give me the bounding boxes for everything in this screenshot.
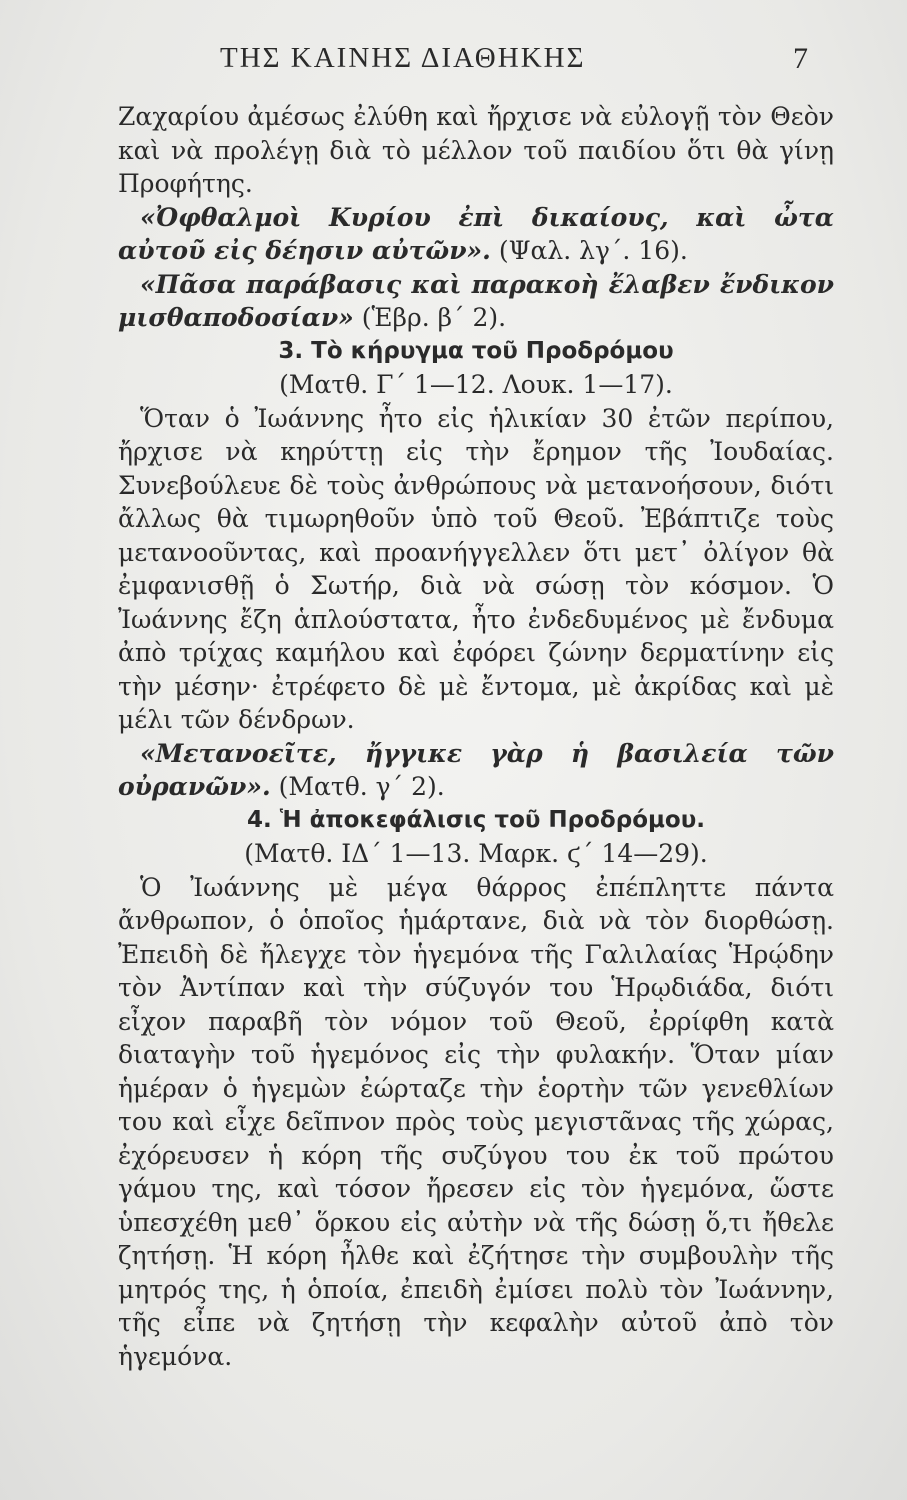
section-reference-4: (Ματθ. ΙΔ΄ 1—13. Μαρκ. ϛ΄ 14—29).: [244, 839, 708, 868]
quote-psalm: [118, 201, 834, 268]
quote-reference: (Ματθ. γ΄ 2).: [278, 772, 445, 801]
section-reference-3: (Ματθ. Γ΄ 1—12. Λουκ. 1—17).: [279, 370, 673, 399]
quote-text: «Πᾶσα παράβασις καὶ παρακοὴ ἔλαβεν ἔνδικον μισθαποδοσίαν»: [118, 269, 834, 332]
quote-text: «Ὀφθαλμοὶ Κυρίου ἐπὶ δικαίους, καὶ ὦτα αὐτοῦ εἰς δέησιν αὐτῶν».: [118, 202, 834, 265]
page-number: 7: [793, 42, 808, 75]
quote-hebrews: [118, 268, 834, 335]
quote-repent: [118, 737, 834, 804]
section-title-4: 4. Ἡ ἀποκεφάλισις τοῦ Προδρόμου.: [247, 806, 705, 833]
body-text: [118, 100, 834, 1373]
page-header: [0, 42, 907, 92]
paragraph-preaching: Ὅταν ὁ Ἰωάννης ἦτο εἰς ἡλικίαν 30 ἐτῶν περίπου, ἤρχισε νὰ κηρύττῃ εἰς τὴν ἔρημον τῆς Ἰουδαίας. Συνεβούλευε δὲ τοὺς ἀνθρώπους νὰ μετανοήσουν, διότι ἄλλως θὰ τιμωρηθοῦν ὑπὸ τοῦ Θεοῦ. Ἐβάπτιζε τοὺς μετανοοῦντας, καὶ προανήγγελλεν ὅτι μετ᾽ ὀλίγον θὰ ἐμφανισθῇ ὁ Σωτήρ, διὰ νὰ σώσῃ τὸν κόσμον. Ὁ Ἰωάννης ἔζη ἁπλούστατα, ἦτο ἐνδεδυμένος μὲ ἔνδυμα ἀπὸ τρίχας καμήλου καὶ ἐφόρει ζώνην δερματίνην εἰς τὴν μέσην· ἐτρέφετο δὲ μὲ ἔντομα, μὲ ἀκρίδας καὶ μὲ μέλι τῶν δένδρων.: [118, 403, 834, 734]
paragraph-zacharias: Ζαχαρίου ἀμέσως ἐλύθη καὶ ἤρχισε νὰ εὐλογῇ τὸν Θεὸν καὶ νὰ προλέγῃ διὰ τὸ μέλλον τοῦ παιδίου ὅτι θὰ γίνῃ Προφήτης.: [118, 102, 834, 198]
paragraph-beheading: Ὁ Ἰωάννης μὲ μέγα θάρρος ἐπέπληττε πάντα ἄνθρωπον, ὁ ὁποῖος ἡμάρτανε, διὰ νὰ τὸν διορθώσῃ. Ἐπειδὴ δὲ ἤλεγχε τὸν ἡγεμόνα τῆς Γαλιλαίας Ἡρῴδην τὸν Ἀντίπαν καὶ τὴν σύζυγόν του Ἡρῳδιάδα, διότι εἶχον παραβῆ τὸν νόμον τοῦ Θεοῦ, ἐρρίφθη κατὰ διαταγὴν τοῦ ἡγεμόνος εἰς τὴν φυλακήν. Ὅταν μίαν ἡμέραν ὁ ἡγεμὼν ἐώρταζε τὴν ἑορτὴν τῶν γενεθλίων του καὶ εἶχε δεῖπνον πρὸς τοὺς μεγιστᾶνας τῆς χώρας, ἐχόρευσεν ἡ κόρη τῆς συζύγου του ἐκ τοῦ πρώτου γάμου της, καὶ τόσον ἤρεσεν εἰς τὸν ἡγεμόνα, ὥστε ὑπεσχέθη μεθ᾽ ὅρκου εἰς αὐτὴν νὰ τῆς δώσῃ ὅ,τι ἤθελε ζητήσῃ. Ἡ κόρη ἦλθε καὶ ἐζήτησε τὴν συμβουλὴν τῆς μητρός της, ἡ ὁποία, ἐπειδὴ ἐμίσει πολὺ τὸν Ἰωάννην, τῆς εἶπε νὰ ζητήσῃ τὴν κεφαλὴν αὐτοῦ ἀπὸ τὸν ἡγεμόνα.: [118, 872, 834, 1371]
quote-reference: (Ἑβρ. β΄ 2).: [361, 303, 507, 332]
quote-reference: (Ψαλ. λγ΄. 16).: [498, 236, 688, 265]
section-title-3: 3. Τὸ κήρυγμα τοῦ Προδρόμου: [278, 337, 674, 364]
running-title: ΤΗΣ ΚΑΙΝΗΣ ΔΙΑΘΗΚΗΣ: [220, 42, 586, 74]
quote-text: «Μετανοεῖτε, ἤγγικε γὰρ ἡ βασιλεία τῶν οὐρανῶν».: [118, 738, 834, 801]
